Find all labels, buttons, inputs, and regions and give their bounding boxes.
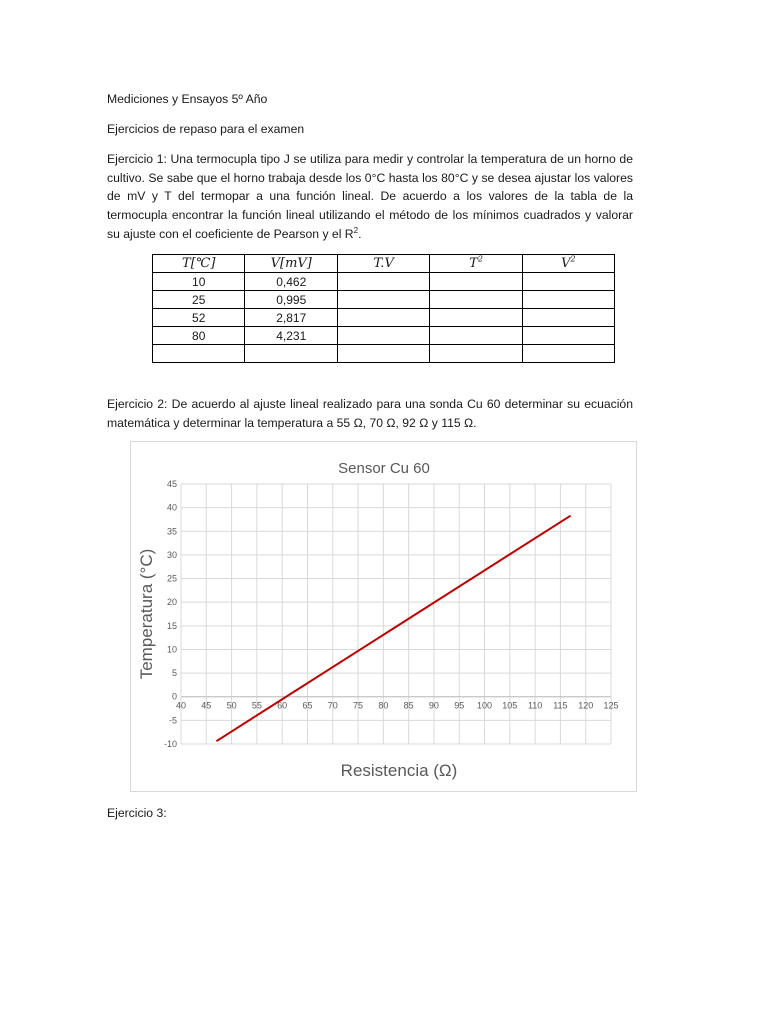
x-axis-label: Resistencia (Ω) xyxy=(340,761,458,780)
table-cell: 2,817 xyxy=(245,309,338,327)
table-header-cell: T.V xyxy=(338,255,430,273)
table-cell xyxy=(522,345,614,363)
series-line xyxy=(216,516,570,741)
table-cell xyxy=(338,345,430,363)
table-cell xyxy=(338,273,430,291)
x-tick-label: 80 xyxy=(378,700,389,711)
table-cell: 25 xyxy=(153,291,245,309)
x-tick-label: 85 xyxy=(403,700,414,711)
x-tick-label: 75 xyxy=(353,700,364,711)
exercise-1-sup: 2 xyxy=(353,225,359,235)
table-cell xyxy=(338,291,430,309)
y-tick-label: 25 xyxy=(166,573,177,584)
x-tick-label: 65 xyxy=(302,700,313,711)
y-tick-label: 35 xyxy=(166,526,177,537)
table-cell: 4,231 xyxy=(245,327,338,345)
chart-canvas xyxy=(131,442,638,793)
table-cell xyxy=(430,327,522,345)
table-cell xyxy=(430,273,522,291)
y-tick-label: -10 xyxy=(163,739,177,749)
table-header-cell: V[mV] xyxy=(245,255,338,273)
table-row xyxy=(153,327,615,345)
x-tick-label: 95 xyxy=(454,700,465,711)
table-row xyxy=(153,345,615,363)
y-tick-label: 0 xyxy=(171,691,177,702)
y-tick-label: -5 xyxy=(168,715,177,726)
exercise-1-text xyxy=(107,150,633,244)
y-tick-label: 40 xyxy=(166,502,177,513)
course-title: Mediciones y Ensayos 5º Año xyxy=(107,92,268,106)
x-tick-label: 60 xyxy=(277,700,288,711)
table-row xyxy=(153,273,615,291)
y-tick-label: 20 xyxy=(166,597,177,608)
chart-title: Sensor Cu 60 xyxy=(338,460,430,477)
x-tick-label: 90 xyxy=(428,700,439,711)
table-row xyxy=(153,309,615,327)
table-row xyxy=(153,291,615,309)
chart-ticks xyxy=(164,479,619,749)
table-cell: 0,462 xyxy=(245,273,338,291)
x-tick-label: 125 xyxy=(603,700,619,711)
thermocouple-table xyxy=(152,254,615,363)
table-cell: 80 xyxy=(153,327,245,345)
table-cell: 52 xyxy=(153,309,245,327)
x-tick-label: 120 xyxy=(578,700,594,711)
table-cell xyxy=(430,309,522,327)
x-tick-label: 45 xyxy=(201,700,212,711)
exercise-2-text: Ejercicio 2: De acuerdo al ajuste lineal realizado para una sonda Cu 60 determinar su ecuación matemática y determinar la temperatura a 55 Ω, 70 Ω, 92 Ω y 115 Ω. xyxy=(107,397,633,430)
table-cell xyxy=(522,291,614,309)
x-tick-label: 105 xyxy=(502,700,518,711)
table-header-cell: T[℃] xyxy=(153,255,245,273)
chart-series xyxy=(216,516,570,741)
chart-grid xyxy=(181,484,611,744)
exercise-3-text: Ejercicio 3: xyxy=(107,806,167,820)
y-tick-label: 45 xyxy=(166,479,177,489)
sensor-chart xyxy=(130,441,637,792)
exercise-1-body: Ejercicio 1: Una termocupla tipo J se utiliza para medir y controlar la temperatura de un horno de cultivo. Se sabe que el horno trabaja desde los 0°C hasta los 80°C y se desea ajustar los valores de mV y T del termopar a una función lineal. De acuerdo a los valores de la tabla de la termocupla encontrar la función lineal utilizando el método de los mínimos cuadrados y valorar su ajuste con el coeficiente de Pearson y el R xyxy=(107,152,633,241)
table-header-cell: $V^2$ xyxy=(522,255,614,273)
y-axis-label: Temperatura (°C) xyxy=(137,548,156,680)
table-header-cell: $T^2$ xyxy=(430,255,522,273)
x-tick-label: 50 xyxy=(226,700,237,711)
table-cell xyxy=(430,345,522,363)
subtitle: Ejercicios de repaso para el examen xyxy=(107,122,305,136)
x-tick-label: 100 xyxy=(477,700,493,711)
table-cell xyxy=(522,327,614,345)
y-tick-label: 30 xyxy=(166,549,177,560)
x-tick-label: 40 xyxy=(175,700,187,711)
exercise-1-end: . xyxy=(358,226,362,241)
table-cell xyxy=(522,273,614,291)
y-tick-label: 15 xyxy=(166,620,177,631)
x-tick-label: 70 xyxy=(327,700,338,711)
y-tick-label: 10 xyxy=(166,644,177,655)
table-cell xyxy=(430,291,522,309)
y-tick-label: 5 xyxy=(171,668,177,679)
table-header-row xyxy=(153,255,615,273)
table-cell: 10 xyxy=(153,273,245,291)
table-cell xyxy=(338,327,430,345)
table-cell xyxy=(153,345,245,363)
table-cell xyxy=(338,309,430,327)
table-cell xyxy=(245,345,338,363)
x-tick-label: 110 xyxy=(527,700,543,711)
table-cell xyxy=(522,309,614,327)
x-tick-label: 55 xyxy=(251,700,262,711)
x-tick-label: 115 xyxy=(553,700,568,711)
table-cell: 0,995 xyxy=(245,291,338,309)
